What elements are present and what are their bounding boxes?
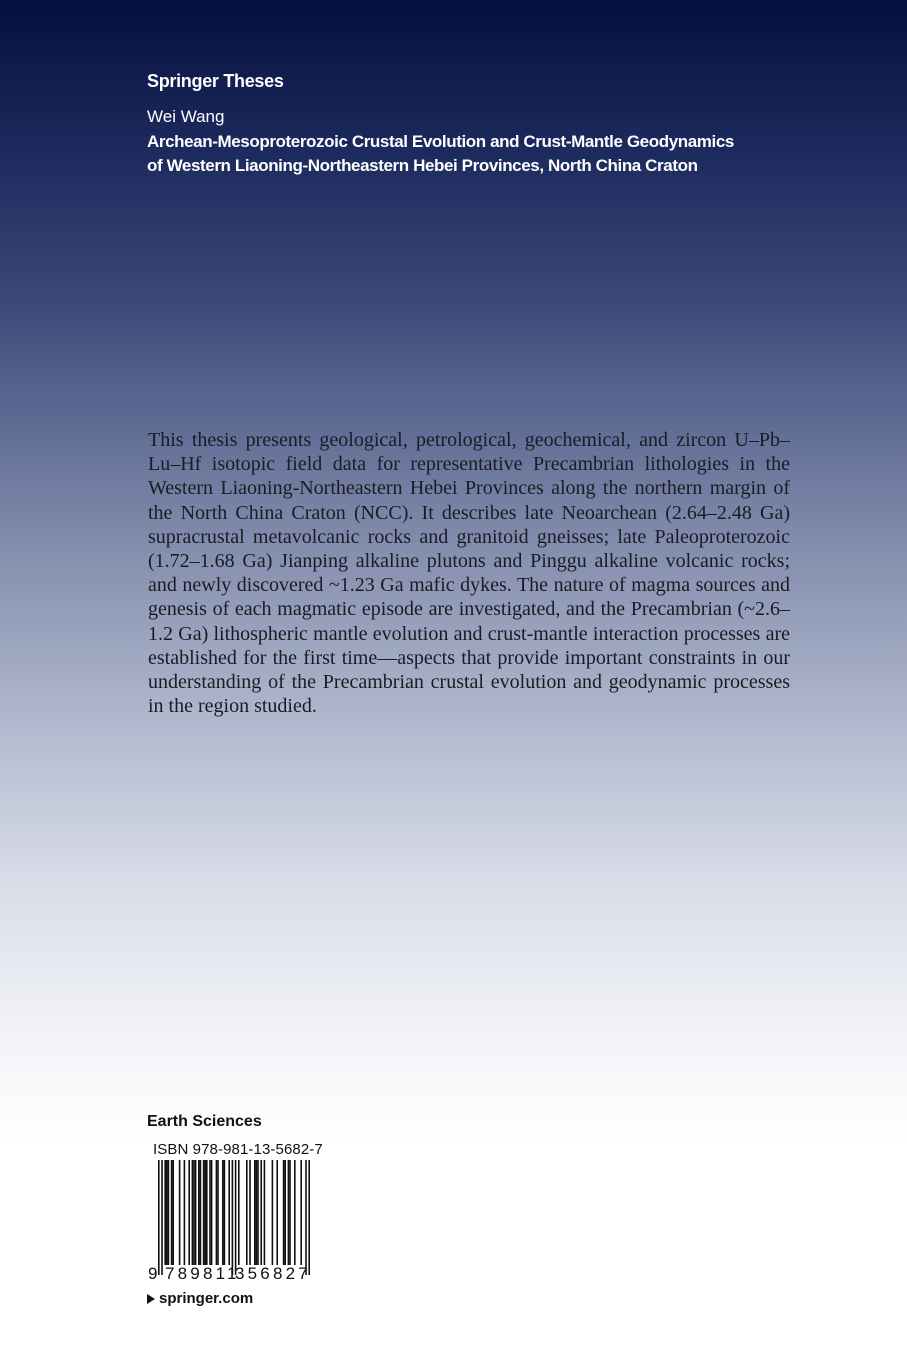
barcode-bar <box>166 1160 168 1265</box>
barcode-bar <box>161 1160 163 1275</box>
barcode-bar <box>198 1160 200 1265</box>
barcode-bar <box>256 1160 258 1265</box>
barcode-bar <box>200 1160 202 1265</box>
barcode-bar <box>300 1160 302 1265</box>
author-name: Wei Wang <box>147 107 225 126</box>
barcode-bar <box>164 1160 166 1265</box>
barcode-bar <box>249 1160 251 1265</box>
isbn-label: ISBN 978-981-13-5682-7 <box>153 1141 323 1158</box>
series-name: Springer Theses <box>147 71 284 91</box>
barcode-bar <box>168 1160 170 1265</box>
barcode-bar <box>260 1160 262 1265</box>
barcode-bar <box>158 1160 160 1275</box>
barcode-bar <box>209 1160 211 1265</box>
barcode-bar <box>195 1160 197 1265</box>
barcode-bar <box>308 1160 310 1275</box>
barcode-bar <box>203 1160 205 1265</box>
barcode-bar <box>228 1160 230 1265</box>
barcode-first-digit: 9 <box>148 1264 158 1283</box>
subject-category: Earth Sciences <box>147 1113 262 1130</box>
barcode-bar <box>294 1160 296 1265</box>
abstract-text: This thesis presents geological, petrological, geochemical, and zircon U–Pb–Lu–Hf isotopic field data for representative Precambrian lithologies in the Western Liaoning-Northeastern Hebei Provinces along the northern margin of the North China Craton (NCC). It describes late Neoarchean (2.64–2.48 Ga) supracrustal metavolcanic rocks and granitoid gneisses; late Paleoproterozoic (1.72–1.68 Ga) Jianping alkaline plutons and Pinggu alkaline volcanic rocks; and newly discovered ~1.23 Ga mafic dykes. The nature of magma sources and genesis of each magmatic episode are investigated, and the Precambrian (~2.6–1.2 Ga) lithospheric mantle evolution and crust-mantle interaction processes are established for the first time—aspects that provide important constraints in our understanding of the Precambrian crustal evolution and geodynamic processes in the region studied. <box>148 429 790 718</box>
barcode-bar <box>224 1160 226 1265</box>
barcode-bar <box>171 1160 173 1265</box>
barcode-bar <box>216 1160 218 1265</box>
barcode-bar <box>246 1160 248 1265</box>
barcode-bar <box>284 1160 286 1265</box>
title-line-2: of Western Liaoning-Northeastern Hebei Provinces, North China Craton <box>147 156 698 175</box>
title-line-1: Archean-Mesoproterozoic Crustal Evolution and Crust-Mantle Geodynamics <box>147 132 734 151</box>
book-title <box>147 130 787 178</box>
barcode-bar <box>204 1160 206 1265</box>
barcode-left-group: 789811 <box>165 1264 240 1283</box>
barcode-bar <box>305 1160 307 1275</box>
barcode-bar <box>184 1160 186 1265</box>
barcode-right-group: 356827 <box>235 1264 311 1283</box>
barcode-bar <box>289 1160 291 1265</box>
barcode-bar <box>232 1160 234 1275</box>
barcode-bar <box>193 1160 195 1265</box>
barcode-bar <box>179 1160 181 1265</box>
barcode-bar <box>192 1160 194 1265</box>
barcode-bar <box>172 1160 174 1265</box>
barcode-bar <box>211 1160 213 1265</box>
barcode-bar <box>238 1160 240 1265</box>
website-text: springer.com <box>159 1290 254 1307</box>
barcode-bar <box>283 1160 285 1265</box>
barcode-bar <box>276 1160 278 1265</box>
arrow-icon <box>147 1294 155 1304</box>
barcode-bar <box>235 1160 237 1275</box>
barcode-bar <box>288 1160 290 1265</box>
barcode-bar <box>222 1160 224 1265</box>
barcode-bar <box>272 1160 274 1265</box>
barcode-bar <box>206 1160 208 1265</box>
barcode-bar <box>217 1160 219 1265</box>
barcode-bar <box>264 1160 266 1265</box>
barcode-bar <box>257 1160 259 1265</box>
barcode-bar <box>188 1160 190 1265</box>
barcode-bar <box>254 1160 256 1265</box>
website-link[interactable] <box>147 1290 253 1307</box>
